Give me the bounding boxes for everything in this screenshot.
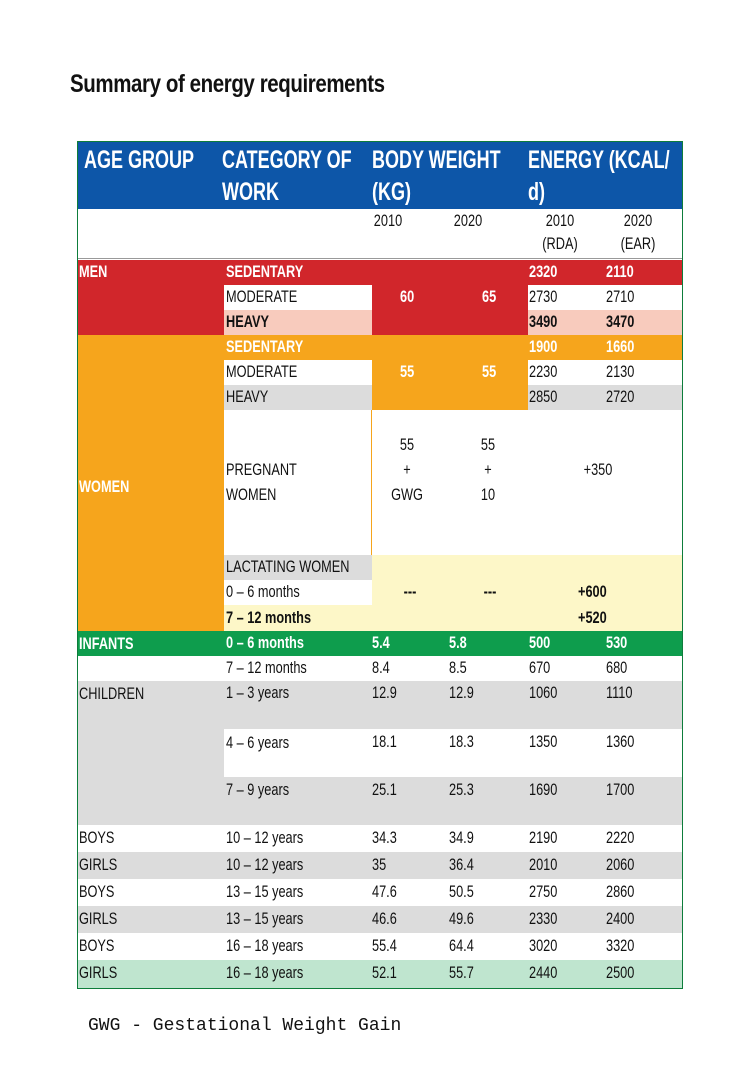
infants-r2-e2020: 680 bbox=[606, 658, 628, 677]
adolescent-w2020: 34.9 bbox=[449, 828, 474, 847]
men-label: MEN bbox=[79, 262, 108, 281]
women-heavy-e2020: 2720 bbox=[606, 387, 635, 406]
lactating-r2-label: 7 – 12 months bbox=[226, 608, 312, 627]
subheader-en-2020: 2020 bbox=[623, 211, 653, 230]
adolescent-e2020: 2060 bbox=[606, 855, 635, 874]
adolescent-w2010: 47.6 bbox=[372, 882, 397, 901]
adolescent-w2020: 49.6 bbox=[449, 909, 474, 928]
men-moderate-e2020: 2710 bbox=[606, 287, 635, 306]
footnote: GWG - Gestational Weight Gain bbox=[88, 1016, 402, 1036]
adolescent-category: 16 – 18 years bbox=[226, 936, 304, 955]
adolescent-category: 13 – 15 years bbox=[226, 909, 304, 928]
adolescent-e2020: 2500 bbox=[606, 963, 635, 982]
infants-r2-w2020: 8.5 bbox=[449, 658, 467, 677]
men-heavy-e2020: 3470 bbox=[606, 312, 635, 331]
children-r3-w2010: 25.1 bbox=[372, 780, 397, 799]
women-heavy-e2010: 2850 bbox=[529, 387, 558, 406]
infants-r1-e2010: 500 bbox=[529, 633, 551, 652]
adolescent-category: 10 – 12 years bbox=[226, 828, 304, 847]
adolescent-group: GIRLS bbox=[79, 909, 118, 928]
adolescent-category: 10 – 12 years bbox=[226, 855, 304, 874]
pregnant-w2010-line3: GWG bbox=[391, 485, 423, 504]
lactating-r1-label: 0 – 6 months bbox=[226, 582, 300, 601]
adolescent-w2010: 52.1 bbox=[372, 963, 397, 982]
men-heavy-e2010: 3490 bbox=[529, 312, 558, 331]
men-heavy-label: HEAVY bbox=[226, 312, 269, 331]
lactating-r1-w2020: --- bbox=[483, 582, 497, 601]
adolescent-group: GIRLS bbox=[79, 855, 118, 874]
energy-requirements-table bbox=[77, 141, 683, 989]
adolescent-e2020: 2400 bbox=[606, 909, 635, 928]
children-r1-e2010: 1060 bbox=[529, 683, 558, 702]
lactating-r1-energy: +600 bbox=[578, 582, 607, 601]
adolescent-e2020: 2220 bbox=[606, 828, 635, 847]
women-weight-2020: 55 bbox=[482, 362, 497, 381]
infants-r1-e2020: 530 bbox=[606, 633, 628, 652]
women-sedentary-label: SEDENTARY bbox=[226, 337, 304, 356]
children-r3-e2010: 1690 bbox=[529, 780, 558, 799]
children-r1-e2020: 1110 bbox=[606, 683, 633, 702]
adolescent-w2020: 55.7 bbox=[449, 963, 474, 982]
pregnant-label-line2: WOMEN bbox=[226, 485, 277, 504]
children-r1-w2020: 12.9 bbox=[449, 683, 474, 702]
children-r2-label: 4 – 6 years bbox=[226, 733, 290, 752]
adolescent-group: BOYS bbox=[79, 828, 115, 847]
pregnant-energy: +350 bbox=[583, 460, 613, 479]
children-r1-w2010: 12.9 bbox=[372, 683, 397, 702]
header-body-weight-line2: (KG) bbox=[372, 178, 411, 206]
children-r2-w2010: 18.1 bbox=[372, 732, 397, 751]
header-category-line1: CATEGORY OF bbox=[222, 146, 352, 174]
adolescent-w2020: 50.5 bbox=[449, 882, 474, 901]
pregnant-w2020-line1: 55 bbox=[480, 435, 496, 454]
adolescent-w2010: 46.6 bbox=[372, 909, 397, 928]
subheader-en-2020-note: (EAR) bbox=[620, 234, 656, 253]
men-sedentary-label: SEDENTARY bbox=[226, 262, 304, 281]
men-weight-2020: 65 bbox=[482, 287, 497, 306]
lactating-label: LACTATING WOMEN bbox=[226, 557, 350, 576]
adolescent-w2010: 35 bbox=[372, 855, 387, 874]
subheader-bw-2020: 2020 bbox=[453, 211, 483, 230]
lactating-r1-w2010: --- bbox=[403, 582, 417, 601]
adolescent-e2020: 2860 bbox=[606, 882, 635, 901]
adolescent-e2010: 3020 bbox=[529, 936, 558, 955]
adolescent-w2020: 36.4 bbox=[449, 855, 474, 874]
children-r3-e2020: 1700 bbox=[606, 780, 635, 799]
women-moderate-label: MODERATE bbox=[226, 362, 298, 381]
infants-r1-label: 0 – 6 months bbox=[226, 633, 304, 652]
adolescent-e2010: 2190 bbox=[529, 828, 558, 847]
women-sedentary-e2010: 1900 bbox=[529, 337, 558, 356]
header-energy-line1: ENERGY (KCAL/ bbox=[528, 146, 670, 174]
men-sedentary-e2020: 2110 bbox=[606, 262, 634, 281]
subheader-en-2010: 2010 bbox=[545, 211, 575, 230]
women-label: WOMEN bbox=[79, 477, 130, 496]
men-moderate-e2010: 2730 bbox=[529, 287, 558, 306]
adolescent-w2010: 34.3 bbox=[372, 828, 397, 847]
header-age-group: AGE GROUP bbox=[84, 146, 195, 174]
adolescent-group: BOYS bbox=[79, 882, 115, 901]
adolescent-category: 13 – 15 years bbox=[226, 882, 304, 901]
pregnant-w2010-line2: + bbox=[403, 460, 411, 479]
women-heavy-label: HEAVY bbox=[226, 387, 269, 406]
adolescent-group: GIRLS bbox=[79, 963, 118, 982]
women-weight-2010: 55 bbox=[400, 362, 415, 381]
infants-r2-label: 7 – 12 months bbox=[226, 658, 307, 677]
children-r2-w2020: 18.3 bbox=[449, 732, 474, 751]
header-energy-line2: d) bbox=[528, 178, 545, 206]
women-moderate-e2020: 2130 bbox=[606, 362, 635, 381]
women-sedentary-e2020: 1660 bbox=[606, 337, 635, 356]
children-r3-label: 7 – 9 years bbox=[226, 780, 290, 799]
pregnant-label-line1: PREGNANT bbox=[226, 460, 297, 479]
children-label: CHILDREN bbox=[79, 684, 145, 703]
header-category-line2: WORK bbox=[222, 178, 279, 206]
men-sedentary-e2010: 2320 bbox=[529, 262, 558, 281]
pregnant-w2010-line1: 55 bbox=[399, 435, 415, 454]
children-r3-w2020: 25.3 bbox=[449, 780, 474, 799]
women-moderate-e2010: 2230 bbox=[529, 362, 558, 381]
adolescent-e2010: 2010 bbox=[529, 855, 558, 874]
subheader-en-2010-note: (RDA) bbox=[542, 234, 578, 253]
men-weight-2010: 60 bbox=[400, 287, 415, 306]
men-weight-bg bbox=[372, 285, 528, 335]
infants-r1-w2010: 5.4 bbox=[372, 633, 390, 652]
pregnant-bg bbox=[224, 410, 682, 555]
header-body-weight-line1: BODY WEIGHT bbox=[372, 146, 501, 174]
subheader-bw-2010: 2010 bbox=[373, 211, 403, 230]
adolescent-e2010: 2750 bbox=[529, 882, 558, 901]
adolescent-e2010: 2330 bbox=[529, 909, 558, 928]
infants-r2-e2010: 670 bbox=[529, 658, 551, 677]
adolescent-w2010: 55.4 bbox=[372, 936, 397, 955]
women-weight-bg bbox=[372, 360, 528, 410]
children-r1-label: 1 – 3 years bbox=[226, 683, 290, 702]
pregnant-w2020-line3: 10 bbox=[480, 485, 496, 504]
page-title: Summary of energy requirements bbox=[70, 70, 385, 98]
lactating-r2-energy: +520 bbox=[578, 608, 607, 627]
infants-r1-w2020: 5.8 bbox=[449, 633, 467, 652]
adolescent-group: BOYS bbox=[79, 936, 115, 955]
infants-r2-w2010: 8.4 bbox=[372, 658, 390, 677]
adolescent-e2010: 2440 bbox=[529, 963, 558, 982]
adolescent-category: 16 – 18 years bbox=[226, 963, 304, 982]
men-moderate-label: MODERATE bbox=[226, 287, 298, 306]
children-r2-e2010: 1350 bbox=[529, 732, 558, 751]
adolescent-w2020: 64.4 bbox=[449, 936, 474, 955]
infants-label: INFANTS bbox=[79, 634, 134, 653]
adolescent-e2020: 3320 bbox=[606, 936, 635, 955]
children-r2-e2020: 1360 bbox=[606, 732, 635, 751]
pregnant-w2020-line2: + bbox=[484, 460, 492, 479]
